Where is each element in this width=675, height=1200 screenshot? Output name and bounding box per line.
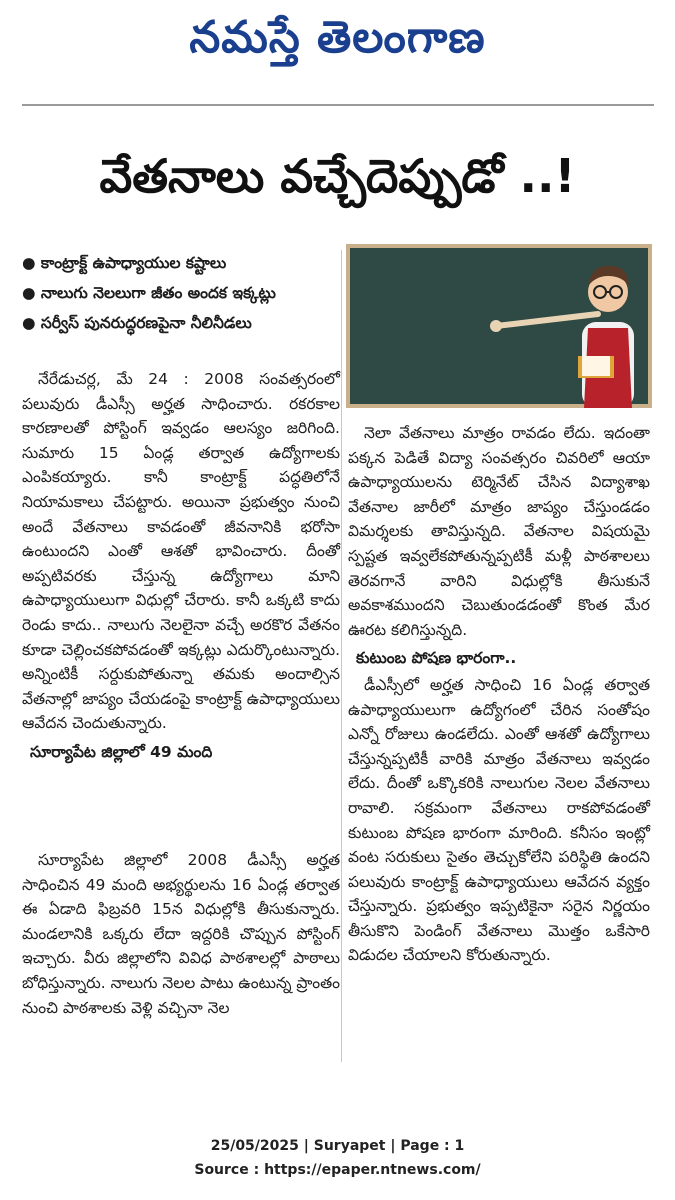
highlight-item: ● కాంట్రాక్ట్ ఉపాధ్యాయుల కష్టాలు: [22, 254, 227, 272]
column-divider: [341, 250, 342, 1062]
paragraph: నెలా వేతనాలు మాత్రం రావడం లేదు. ఇదంతా పక్కన పెడితే విద్యా సంవత్సరం చివరిలో ఆయా ఉపాధ్యాయులను టెర్మినేట్ చేసిన విద్యాశాఖ వేతనాల జారీలో మాత్రం జాప్యం చేస్తుండడం విమర్శలకు తావిస్తున్నది. వేతనాల విషయమై స్పష్టత ఇవ్వలేకపోతున్నప్పటికీ మళ్లీ పాఠశాలలు తెరవగానే వారిని విధుల్లోకి తీసుకునే అవకాశముందని చెబుతుండడంతో కొంత మేర ఊరట కలిగిస్తున్నది.: [348, 424, 650, 639]
article-highlights: [22, 248, 340, 338]
subheading: సూర్యాపేట జిల్లాలో 49 మంది: [30, 742, 213, 761]
paragraph: సూర్యాపేట జిల్లాలో 2008 డీఎస్సీ అర్హత సాధించిన 49 మంది అభ్యర్థులను 16 ఏండ్ల తర్వాత ఈ ఏడాది ఫిబ్రవరి 15న విధుల్లోకి తీసుకున్నారు. మండలానికి ఒక్కరు లేదా ఇద్దరికి చొప్పున పోస్టింగ్ ఇచ్చారు. వీరు జిల్లాలోని వివిధ పాఠశాలల్లో పాఠాలు బోధిస్తున్నారు. నాలుగు నెలల పాటు ఉంటున్న ప్రాంతం నుంచి పాఠశాలకు వెళ్లి వచ్చినా నెల: [22, 851, 340, 1017]
highlight-item: ● సర్వీస్ పునరుద్ధరణపైనా నీలినీడలు: [22, 314, 252, 332]
article-headline: వేతనాలు వచ్చేదెప్పుడో ..!: [99, 149, 576, 203]
article-body-right: [348, 421, 650, 965]
article-body-left: [22, 367, 340, 823]
highlight-item: ● నాలుగు నెలలుగా జీతం అందక ఇక్కట్లు: [22, 284, 276, 302]
masthead-divider: [22, 104, 654, 106]
newspaper-masthead: నమస్తే తెలంగాణ: [189, 12, 486, 63]
paragraph: నేరేడుచర్ల, మే 24 : 2008 సంవత్సరంలో పలువురు డీఎస్సీ అర్హత సాధించారు. రకరకాల కారణాలతో పోస్టింగ్ ఇవ్వడం ఆలస్యం జరిగింది. సుమారు 15 ఏండ్ల తర్వాత ఉద్యోగాలకు ఎంపికయ్యారు. కానీ కాంట్రాక్ట్ పద్ధతిలోనే నియామకాలు చేపట్టారు. అయినా ప్రభుత్వం నుంచి అందే వేతనాలు కావడంతో జీవనానికి భరోసా ఉంటుందని ఎంతో ఆశతో భావించారు. దీంతో అప్పటివరకు చేస్తున్న ఉద్యోగాలు మాని ఉపాధ్యాయులుగా విధుల్లో చేరారు. కానీ ఒక్కటి కాదు రెండు కాదు.. నాలుగు నెలలైనా వచ్చే అరకొర వేతనం కూడా చెల్లించకపోవడంతో ఇక్కట్లు ఎదుర్కొంటున్నారు. అన్నింటికీ సర్దుకుపోతున్నా తమకు అందాల్సిన వేతనాల్లో జాప్యం చేయడంపై కాంట్రాక్ట్ ఉపాధ్యాయులు ఆవేదన చెందుతున్నారు.: [22, 370, 340, 733]
page-footer: [0, 1134, 675, 1182]
paragraph: డీఎస్సీలో అర్హత సాధించి 16 ఏండ్ల తర్వాత ఉపాధ్యాయులుగా ఉద్యోగంలో చేరిన సంతోషం ఎన్నో రోజులు ఉండలేదు. ఎంతో ఆశతో ఉద్యోగాలు చేస్తున్నప్పటికీ వారికి మాత్రం వేతనాలు ఇవ్వడం లేదు. దీంతో ఒక్కొకరికి నాలుగుల నెలల వేతనాలు రావాలి. సక్రమంగా వేతనాలు రాకపోవడంతో కుటుంబ పోషణ భారంగా మారింది. కనీసం ఇంట్లో వంట సరుకులు సైతం తెచ్చుకోలేని పరిస్థితి ఉందని పలువురు కాంట్రాక్ట్ ఉపాధ్యాయులు ఆవేదన వ్యక్తం చేస్తున్నారు. ప్రభుత్వం ఇప్పటికైనా సరైన నిర్ణయం తీసుకొని పెండింగ్ వేతనాలు మొత్తం ఒకేసారి విడుదల చేయాలని కోరుతున్నారు.: [348, 675, 650, 965]
footer-date-line: 25/05/2025 | Suryapet | Page : 1: [210, 1138, 465, 1154]
teacher-illustration: [346, 244, 652, 408]
subheading: కుటుంబ పోషణ భారంగా..: [356, 649, 517, 668]
footer-source-line: Source : https://epaper.ntnews.com/: [194, 1162, 481, 1178]
article-body-left-continued: [22, 848, 340, 1046]
